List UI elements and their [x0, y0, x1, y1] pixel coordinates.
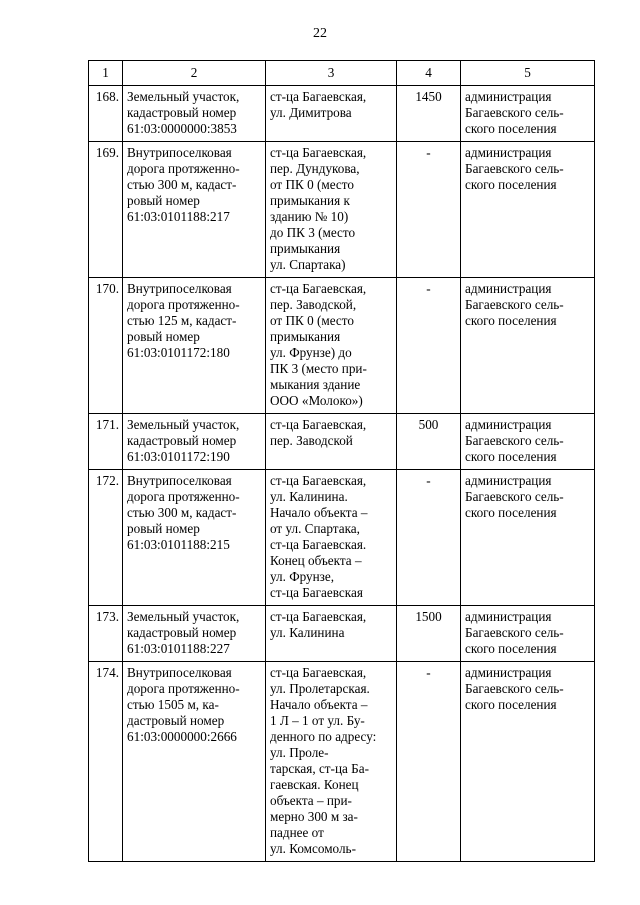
- object-owner: администрация Багаевского сель- ского поселения: [461, 414, 595, 470]
- property-table: [88, 60, 595, 862]
- row-number: 172.: [89, 470, 123, 606]
- object-owner: администрация Багаевского сель- ского поселения: [461, 278, 595, 414]
- header-col-4: 4: [397, 61, 461, 86]
- table-row: [89, 414, 595, 470]
- header-col-2: 2: [123, 61, 266, 86]
- object-description: Внутрипоселковая дорога протяженно- стью 300 м, кадаст- ровый номер 61:03:0101188:217: [123, 142, 266, 278]
- table-row: [89, 470, 595, 606]
- header-col-1: 1: [89, 61, 123, 86]
- object-owner: администрация Багаевского сель- ского поселения: [461, 142, 595, 278]
- object-description: Земельный участок, кадастровый номер 61:03:0101188:227: [123, 606, 266, 662]
- object-length: 500: [397, 414, 461, 470]
- object-owner: администрация Багаевского сель- ского поселения: [461, 662, 595, 862]
- object-description: Земельный участок, кадастровый номер 61:03:0101172:190: [123, 414, 266, 470]
- object-owner: администрация Багаевского сель- ского поселения: [461, 606, 595, 662]
- row-number: 174.: [89, 662, 123, 862]
- object-location: ст-ца Багаевская, пер. Дундукова, от ПК 0 (место примыкания к зданию № 10) до ПК 3 (место примыкания ул. Спартака): [266, 142, 397, 278]
- row-number: 168.: [89, 86, 123, 142]
- object-length: -: [397, 470, 461, 606]
- table-row: [89, 142, 595, 278]
- row-number: 173.: [89, 606, 123, 662]
- object-location: ст-ца Багаевская, ул. Пролетарская. Начало объекта – 1 Л – 1 от ул. Бу- денного по адресу: ул. Проле- тарская, ст-ца Ба- гаевская. Конец объекта – при- мерно 300 м за- паднее от ул. Комсомоль-: [266, 662, 397, 862]
- row-number: 170.: [89, 278, 123, 414]
- table-row: [89, 278, 595, 414]
- object-description: Внутрипоселковая дорога протяженно- стью 1505 м, ка- дастровый номер 61:03:0000000:2666: [123, 662, 266, 862]
- row-number: 171.: [89, 414, 123, 470]
- object-location: ст-ца Багаевская, ул. Димитрова: [266, 86, 397, 142]
- object-length: -: [397, 662, 461, 862]
- object-description: Земельный участок, кадастровый номер 61:03:0000000:3853: [123, 86, 266, 142]
- object-length: -: [397, 278, 461, 414]
- page-number: 22: [313, 26, 327, 41]
- header-col-5: 5: [461, 61, 595, 86]
- object-location: ст-ца Багаевская, ул. Калинина: [266, 606, 397, 662]
- table-header-row: [89, 61, 595, 86]
- table-row: [89, 662, 595, 862]
- object-length: 1450: [397, 86, 461, 142]
- object-owner: администрация Багаевского сель- ского поселения: [461, 470, 595, 606]
- header-col-3: 3: [266, 61, 397, 86]
- object-owner: администрация Багаевского сель- ского поселения: [461, 86, 595, 142]
- object-length: 1500: [397, 606, 461, 662]
- table-row: [89, 86, 595, 142]
- object-description: Внутрипоселковая дорога протяженно- стью 300 м, кадаст- ровый номер 61:03:0101188:215: [123, 470, 266, 606]
- object-length: -: [397, 142, 461, 278]
- table-row: [89, 606, 595, 662]
- object-location: ст-ца Багаевская, пер. Заводской, от ПК 0 (место примыкания ул. Фрунзе) до ПК 3 (место при- мыкания здание ООО «Молоко»): [266, 278, 397, 414]
- row-number: 169.: [89, 142, 123, 278]
- object-location: ст-ца Багаевская, ул. Калинина. Начало объекта – от ул. Спартака, ст-ца Багаевская. Конец объекта – ул. Фрунзе, ст-ца Багаевская: [266, 470, 397, 606]
- object-description: Внутрипоселковая дорога протяженно- стью 125 м, кадаст- ровый номер 61:03:0101172:180: [123, 278, 266, 414]
- object-location: ст-ца Багаевская, пер. Заводской: [266, 414, 397, 470]
